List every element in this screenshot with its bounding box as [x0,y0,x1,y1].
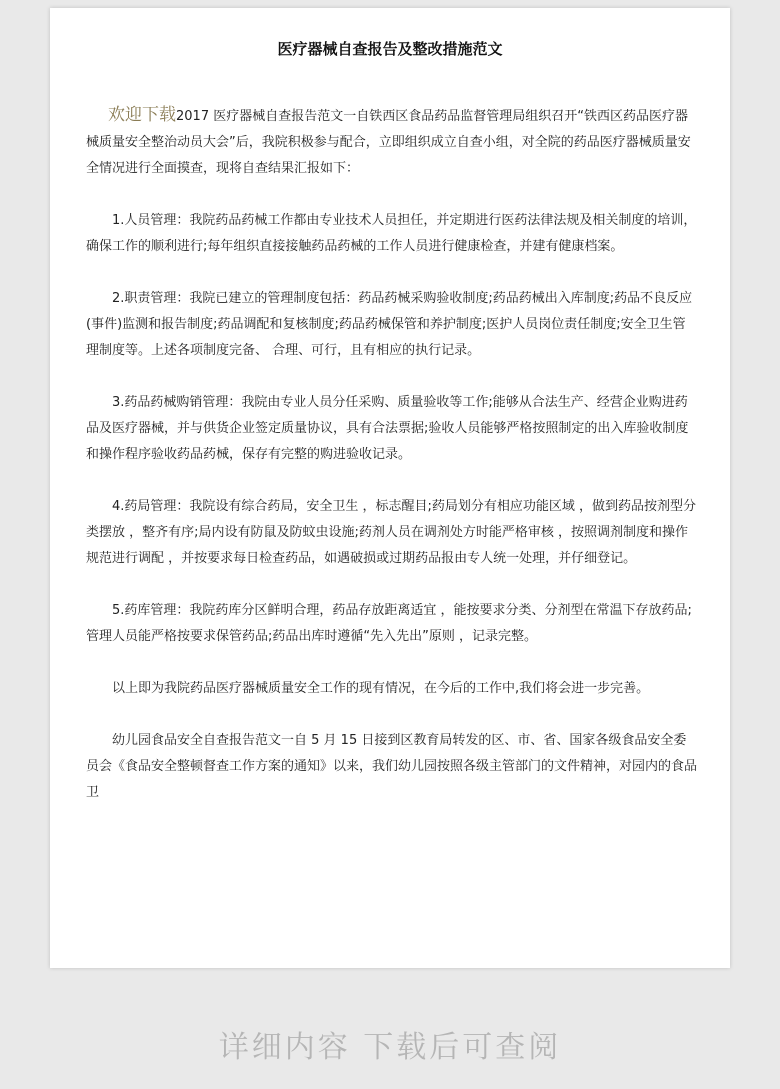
paragraph-pharmacy: 4.药局管理：我院设有综合药局，安全卫生 ，标志醒目;药局划分有相应功能区域 ，做到药品按剂型分类摆放 ，整齐有序;局内设有防鼠及防蚊虫设施;药剂人员在调剂处方时能严格审核 ，按照调剂制度和操作规范进行调配 ，并按要求每日检查药品，如遇破损或过期药品报由专人统一处理，并仔细登记。 [86,499,697,566]
intro-text: 2017 医疗器械自查报告范文一自铁西区食品药品监督管理局组织召开“铁西区药品医疗器械质量安全整治动员大会”后，我院积极参与配合，立即组织成立自查小组，对全院的药品医疗器械质量安全情况进行全面摸查，现将自查结果汇报如下： [86,109,691,176]
document-body [86,102,698,806]
document-title: 医疗器械自查报告及整改措施范文 [277,40,503,58]
download-prompt[interactable]: 详细内容 下载后可查阅 [218,1030,562,1065]
intro-paragraph [86,102,698,182]
paragraph-purchasing: 3.药品药械购销管理：我院由专业人员分任采购、质量验收等工作;能够从合法生产、经营企业购进药品及医疗器械，并与供货企业签定质量协议，具有合法票据;验收人员能够严格按照制定的出入库验收制度和操作程序验收药品药械，保存有完整的购进验收记录。 [86,395,689,462]
paragraph-warehouse: 5.药库管理：我院药库分区鲜明合理，药品存放距离适宜 ，能按要求分类、分剂型在常温下存放药品;管理人员能严格按要求保管药品;药品出库时遵循“先入先出”原则 ，记录完整。 [86,603,692,644]
paragraph-personnel: 1.人员管理：我院药品药械工作都由专业技术人员担任，并定期进行医药法律法规及相关制度的培训，确保工作的顺利进行;每年组织直接接触药品药械的工作人员进行健康检查，并建有健康档案。 [86,213,697,254]
paragraph-summary: 以上即为我院药品医疗器械质量安全工作的现有情况，在今后的工作中,我们将会进一步完善。 [112,681,650,696]
welcome-label: 欢迎下载 [108,105,176,125]
document-page [50,8,730,968]
paragraph-responsibility: 2.职责管理：我院已建立的管理制度包括：药品药械采购验收制度;药品药械出入库制度;药品不良反应(事件)监测和报告制度;药品调配和复核制度;药品药械保管和养护制度;医护人员岗位责任制度;安全卫生管理制度等。上述各项制度完备、 合理、可行，且有相应的执行记录。 [86,291,693,358]
paragraph-kindergarten: 幼儿园食品安全自查报告范文一自 5 月 15 日接到区教育局转发的区、市、省、国家各级食品安全委员会《食品安全整顿督查工作方案的通知》以来，我们幼儿园按照各级主管部门的文件精神，对园内的食品卫 [86,733,698,800]
